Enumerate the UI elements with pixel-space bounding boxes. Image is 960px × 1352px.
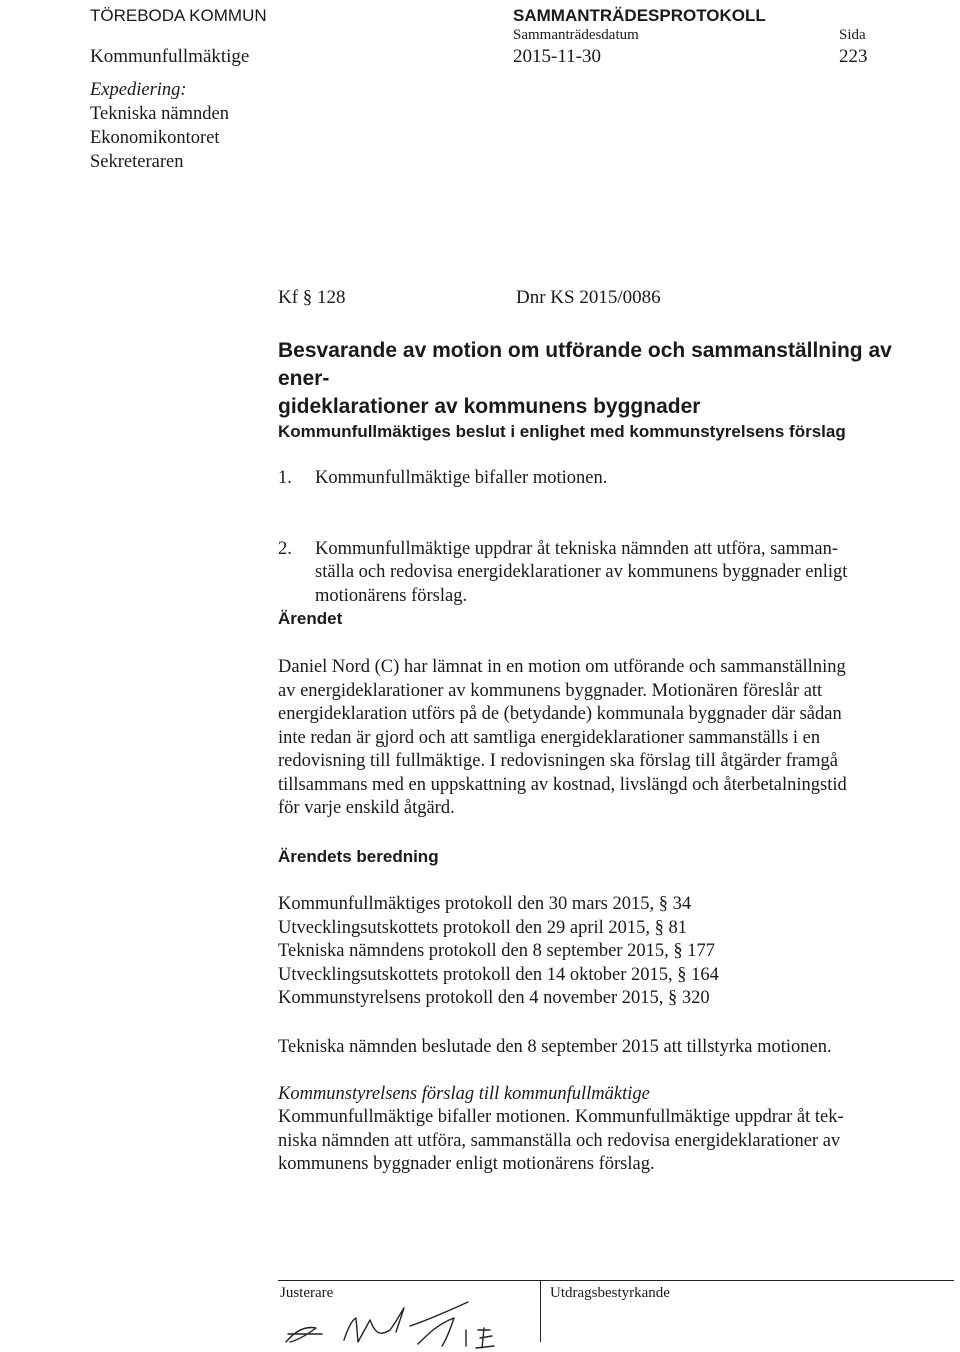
decision-text-line: Kommunfullmäktige uppdrar åt tekniska nämnden att utföra, samman- [315,538,838,559]
text-line: av energideklarationer av kommunens byggnader. Motionären föreslår att [278,680,823,701]
footer-rule [278,1280,954,1281]
text-line: för varje enskild åtgärd. [278,798,455,818]
paragraph-number: Kf § 128 [278,287,346,308]
case-subject [278,337,938,421]
document-item: Kommunfullmäktiges protokoll den 30 mars 2015, § 34 [278,894,692,914]
decision-item [278,538,960,609]
subject-line: gideklarationer av kommunens byggnader [278,395,701,418]
document-item: Tekniska nämndens protokoll den 8 september 2015, § 177 [278,941,715,961]
text-line: energideklaration utförs på de (betydande) kommunala byggnader där sådan [278,704,842,724]
decision-number: 1. [278,468,292,488]
document-list [278,893,938,1011]
beredning-heading: Ärendets beredning [278,847,439,866]
justerare-label: Justerare [280,1285,334,1301]
arendet-heading: Ärendet [278,609,343,628]
recipient: Sekreteraren [90,152,184,172]
decision-item [278,467,960,491]
recipient: Ekonomikontoret [90,128,220,148]
document-item: Utvecklingsutskottets protokoll den 29 april 2015, § 81 [278,917,688,938]
text-line: redovisning till fullmäktige. I redovisningen ska förslag till åtgärder framgå [278,751,838,771]
expediering-label: Expediering: [90,80,187,100]
text-line: inte redan är gjord och att samtliga energideklarationer sammanställs i en [278,727,821,748]
decision-text: Kommunfullmäktige bifaller motionen. [315,468,608,488]
diary-number: Dnr KS 2015/0086 [516,287,661,308]
decision-text-line: motionärens förslag. [315,585,468,606]
meeting-date-label: Sammanträdesdatum [513,27,639,43]
text-line: Daniel Nord (C) har lämnat in en motion om utförande och sammanställning [278,657,846,677]
document-type: SAMMANTRÄDESPROTOKOLL [513,6,766,25]
page-label: Sida [839,27,866,43]
expediering-block [90,78,390,174]
decision-text-line: ställa och redovisa energideklarationer av kommunens byggnader enligt [315,562,848,582]
signature-image [278,1290,498,1352]
ks-proposal-text [278,1106,938,1177]
decision-heading: Kommunfullmäktiges beslut i enlighet med kommunstyrelsens förslag [278,422,846,441]
meeting-date: 2015-11-30 [513,46,601,67]
arendet-paragraph [278,656,938,821]
footer-divider [540,1280,541,1342]
text-line: kommunens byggnader enligt motionärens förslag. [278,1154,655,1174]
page-number: 223 [839,46,868,67]
recipient: Tekniska nämnden [90,104,229,124]
text-line: Kommunfullmäktige bifaller motionen. Kommunfullmäktige uppdrar åt tek- [278,1107,844,1127]
document-item: Utvecklingsutskottets protokoll den 14 oktober 2015, § 164 [278,964,719,985]
text-line: tillsammans med en uppskattning av kostnad, livslängd och återbetalningstid [278,774,847,795]
subject-line: Besvarande av motion om utförande och sammanställning av ener- [278,339,892,390]
ks-proposal-label: Kommunstyrelsens förslag till kommunfullmäktige [278,1084,650,1104]
decision-number: 2. [278,538,292,559]
utdragsbestyrkande-label: Utdragsbestyrkande [550,1285,670,1301]
text-line: niska nämnden att utföra, sammanställa och redovisa energideklarationer av [278,1130,841,1151]
body-name: Kommunfullmäktige [90,46,250,67]
municipality-name: TÖREBODA KOMMUN [90,6,267,25]
document-item: Kommunstyrelsens protokoll den 4 november 2015, § 320 [278,988,710,1008]
tn-decision: Tekniska nämnden beslutade den 8 september 2015 att tillstyrka motionen. [278,1037,832,1057]
